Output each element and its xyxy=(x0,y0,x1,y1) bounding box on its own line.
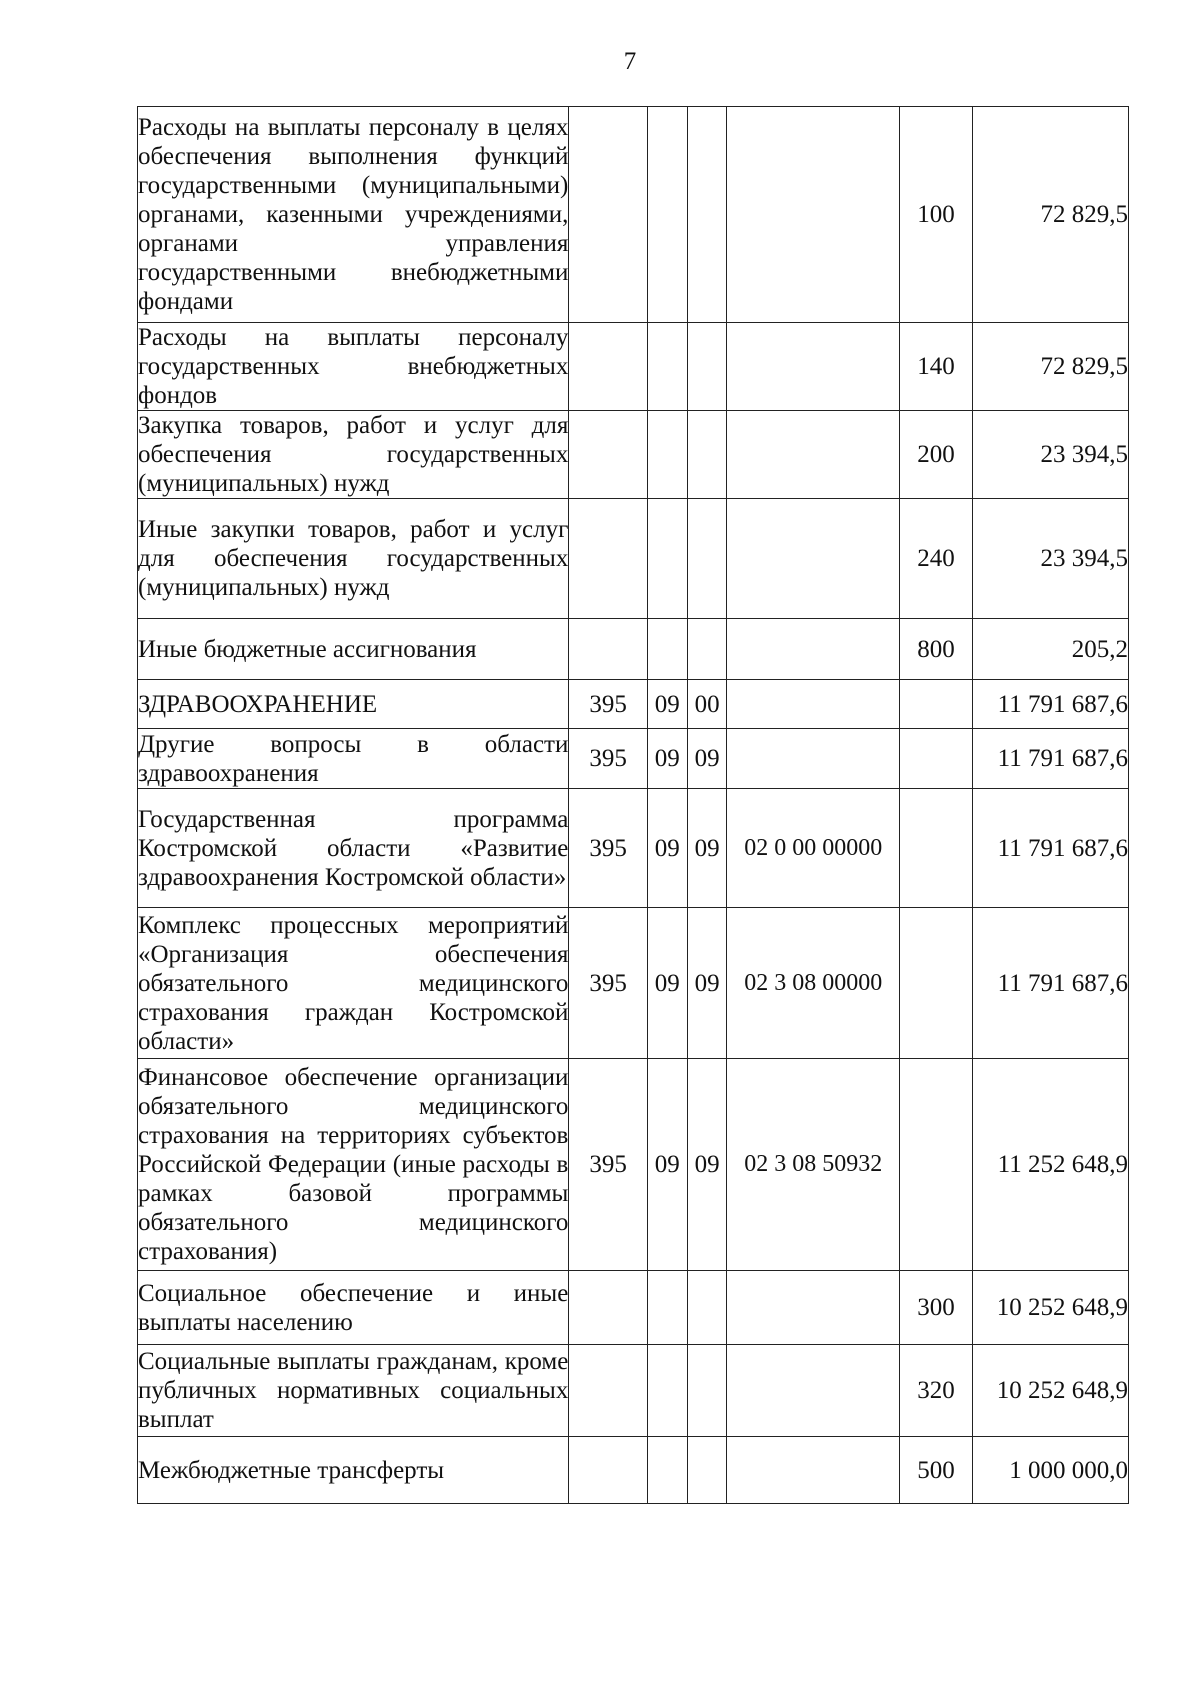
row-name: Иные закупки товаров, работ и услуг для обеспечения государственных (муниципальных) нужд xyxy=(138,499,569,619)
section-code xyxy=(647,499,687,619)
subsection-code: 09 xyxy=(687,1059,727,1271)
amount: 72 829,5 xyxy=(973,323,1129,411)
ministry-code: 395 xyxy=(569,789,648,908)
subsection-code: 09 xyxy=(687,908,727,1059)
row-name: Финансовое обеспечение организации обязательного медицинского страхования на территориях субъектов Российской Федерации (иные расходы в рамках базовой программы обязательного медицинского страхования) xyxy=(138,1059,569,1271)
row-name: Государственная программа Костромской области «Развитие здравоохранения Костромской области» xyxy=(138,789,569,908)
target-article-code xyxy=(727,729,900,789)
row-name: Расходы на выплаты персоналу в целях обеспечения выполнения функций государственными (муниципальными) органами, казенными учреждениями, органами управления государственными внебюджетными фондами xyxy=(138,107,569,323)
expense-type-code xyxy=(900,1059,973,1271)
amount: 10 252 648,9 xyxy=(973,1345,1129,1437)
target-article-code xyxy=(727,107,900,323)
target-article-code xyxy=(727,619,900,680)
section-code xyxy=(647,1271,687,1345)
section-code: 09 xyxy=(647,908,687,1059)
amount: 11 791 687,6 xyxy=(973,729,1129,789)
target-article-code: 02 3 08 00000 xyxy=(727,908,900,1059)
amount: 205,2 xyxy=(973,619,1129,680)
subsection-code xyxy=(687,107,727,323)
expense-type-code: 320 xyxy=(900,1345,973,1437)
row-name: Расходы на выплаты персоналу государственных внебюджетных фондов xyxy=(138,324,569,409)
subsection-code xyxy=(687,619,727,680)
ministry-code xyxy=(569,499,648,619)
ministry-code: 395 xyxy=(569,1059,648,1271)
section-code: 09 xyxy=(647,729,687,789)
section-code xyxy=(647,1345,687,1437)
subsection-code xyxy=(687,1271,727,1345)
table-row xyxy=(138,1059,1129,1271)
subsection-code xyxy=(687,411,727,499)
amount: 23 394,5 xyxy=(973,411,1129,499)
expense-type-code: 240 xyxy=(900,499,973,619)
target-article-code xyxy=(727,499,900,619)
amount: 11 791 687,6 xyxy=(973,680,1129,729)
subsection-code xyxy=(687,1437,727,1504)
amount: 11 791 687,6 xyxy=(973,789,1129,908)
expense-type-code xyxy=(900,729,973,789)
section-code xyxy=(647,619,687,680)
section-code: 09 xyxy=(647,680,687,729)
row-name: Комплекс процессных мероприятий «Организация обеспечения обязательного медицинского страхования граждан Костромской области» xyxy=(138,908,569,1059)
amount: 72 829,5 xyxy=(973,107,1129,323)
ministry-code xyxy=(569,411,648,499)
ministry-code: 395 xyxy=(569,908,648,1059)
budget-table xyxy=(137,106,1129,1504)
section-code xyxy=(647,411,687,499)
row-name: Иные бюджетные ассигнования xyxy=(138,619,569,680)
expense-type-code: 100 xyxy=(900,107,973,323)
expense-type-code xyxy=(900,680,973,729)
table-row xyxy=(138,1271,1129,1345)
subsection-code: 09 xyxy=(687,729,727,789)
target-article-code xyxy=(727,323,900,411)
table-row xyxy=(138,789,1129,908)
subsection-code xyxy=(687,1345,727,1437)
table-row xyxy=(138,729,1129,789)
ministry-code xyxy=(569,107,648,323)
amount: 11 252 648,9 xyxy=(973,1059,1129,1271)
page-number: 7 xyxy=(623,48,637,75)
ministry-code: 395 xyxy=(569,729,648,789)
target-article-code: 02 3 08 50932 xyxy=(727,1059,900,1271)
target-article-code xyxy=(727,680,900,729)
expense-type-code: 200 xyxy=(900,411,973,499)
row-name: Другие вопросы в области здравоохранения xyxy=(138,730,569,787)
row-name: Закупка товаров, работ и услуг для обеспечения государственных (муниципальных) нужд xyxy=(138,412,569,497)
expense-type-code: 500 xyxy=(900,1437,973,1504)
ministry-code xyxy=(569,1345,648,1437)
amount: 11 791 687,6 xyxy=(973,908,1129,1059)
table-row xyxy=(138,1437,1129,1504)
target-article-code xyxy=(727,1437,900,1504)
table-row xyxy=(138,1345,1129,1437)
table-row xyxy=(138,908,1129,1059)
section-code xyxy=(647,1437,687,1504)
section-code xyxy=(647,107,687,323)
table-row xyxy=(138,619,1129,680)
target-article-code xyxy=(727,1271,900,1345)
ministry-code xyxy=(569,323,648,411)
amount: 1 000 000,0 xyxy=(973,1437,1129,1504)
table-row xyxy=(138,499,1129,619)
expense-type-code: 300 xyxy=(900,1271,973,1345)
amount: 23 394,5 xyxy=(973,499,1129,619)
target-article-code xyxy=(727,411,900,499)
expense-type-code: 140 xyxy=(900,323,973,411)
ministry-code xyxy=(569,1271,648,1345)
section-code xyxy=(647,323,687,411)
expense-type-code xyxy=(900,789,973,908)
subsection-code xyxy=(687,323,727,411)
subsection-code xyxy=(687,499,727,619)
target-article-code xyxy=(727,1345,900,1437)
table-row xyxy=(138,323,1129,411)
row-name: Социальные выплаты гражданам, кроме публичных нормативных социальных выплат xyxy=(138,1345,569,1437)
table-row xyxy=(138,107,1129,323)
table-row xyxy=(138,411,1129,499)
amount: 10 252 648,9 xyxy=(973,1271,1129,1345)
section-code: 09 xyxy=(647,789,687,908)
ministry-code: 395 xyxy=(569,680,648,729)
target-article-code: 02 0 00 00000 xyxy=(727,789,900,908)
subsection-code: 00 xyxy=(687,680,727,729)
ministry-code xyxy=(569,619,648,680)
expense-type-code: 800 xyxy=(900,619,973,680)
section-code: 09 xyxy=(647,1059,687,1271)
row-name: ЗДРАВООХРАНЕНИЕ xyxy=(138,680,569,729)
subsection-code: 09 xyxy=(687,789,727,908)
expense-type-code xyxy=(900,908,973,1059)
row-name: Социальное обеспечение и иные выплаты населению xyxy=(138,1271,569,1345)
ministry-code xyxy=(569,1437,648,1504)
table-row xyxy=(138,680,1129,729)
row-name: Межбюджетные трансферты xyxy=(138,1437,569,1504)
